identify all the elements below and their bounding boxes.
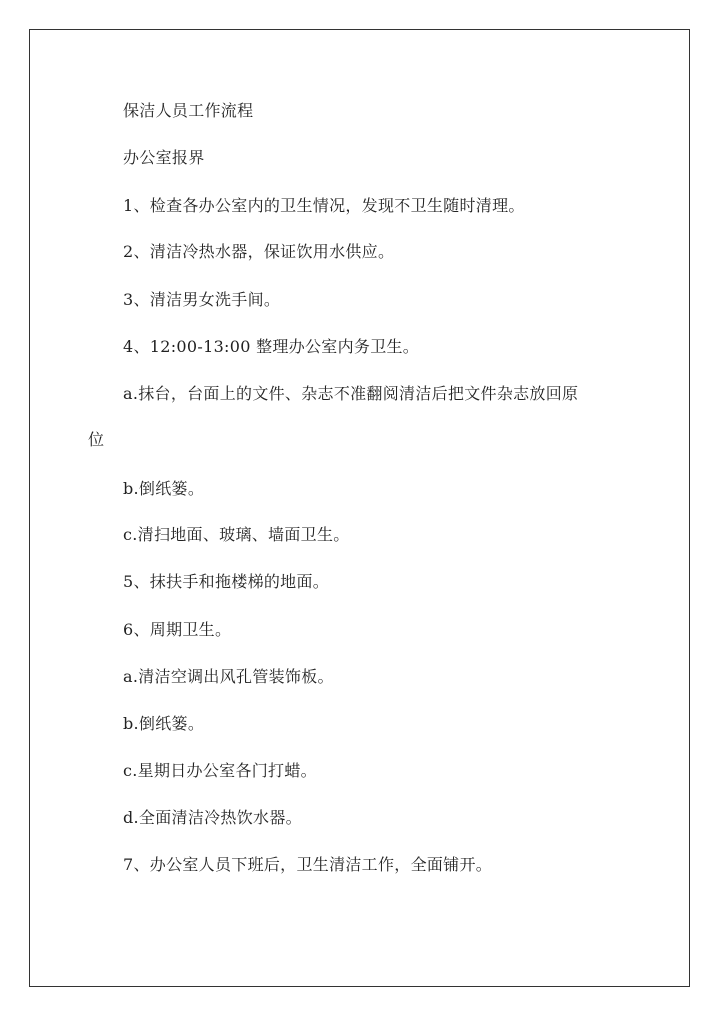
step-4: 4、12:00-13:00 整理办公室内务卫生。	[123, 337, 420, 356]
step-4a-continued: 位	[88, 430, 105, 449]
step-7: 7、办公室人员下班后，卫生清洁工作，全面铺开。	[123, 855, 493, 874]
section-heading: 办公室报界	[123, 148, 205, 167]
step-2: 2、清洁冷热水器，保证饮用水供应。	[123, 242, 395, 261]
step-1: 1、检查各办公室内的卫生情况，发现不卫生随时清理。	[123, 196, 525, 215]
step-3: 3、清洁男女洗手间。	[123, 290, 281, 309]
step-5: 5、抹扶手和拖楼梯的地面。	[123, 572, 330, 591]
step-6b: b.倒纸篓。	[123, 714, 205, 733]
step-4c: c.清扫地面、玻璃、墙面卫生。	[123, 525, 350, 544]
document-title: 保洁人员工作流程	[123, 101, 254, 120]
step-4a: a.抹台，台面上的文件、杂志不准翻阅清洁后把文件杂志放回原	[123, 384, 579, 403]
page-frame	[29, 29, 690, 987]
step-6c: c.星期日办公室各门打蜡。	[123, 761, 317, 780]
step-6: 6、周期卫生。	[123, 620, 232, 639]
step-6a: a.清洁空调出风孔管装饰板。	[123, 667, 334, 686]
step-6d: d.全面清洁冷热饮水器。	[123, 808, 302, 827]
step-4b: b.倒纸篓。	[123, 479, 205, 498]
